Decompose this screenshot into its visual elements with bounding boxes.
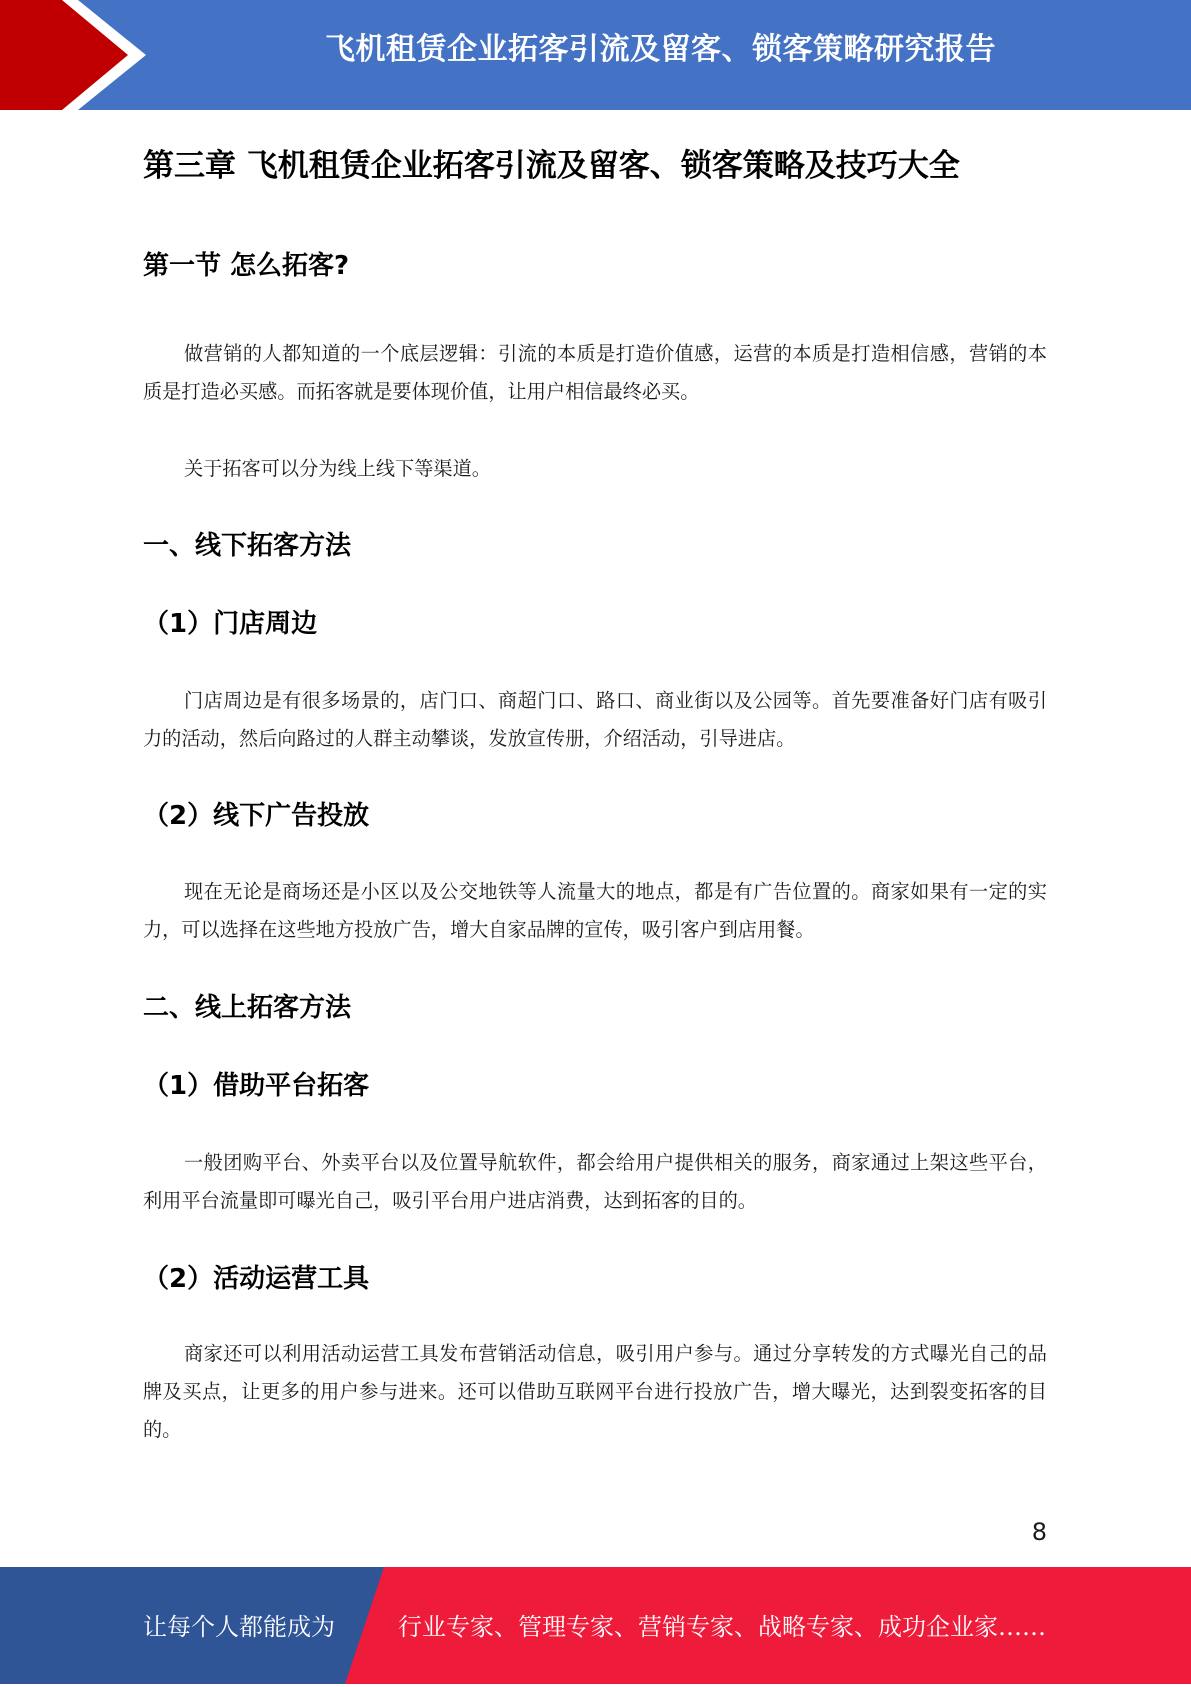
online-item-2-text: 商家还可以利用活动运营工具发布营销活动信息，吸引用户参与。通过分享转发的方式曝光自己的品牌及买点，让更多的用户参与进来。还可以借助互联网平台进行投放广告，增大曝光，达到裂变拓客的目的。	[143, 1342, 1047, 1441]
channels-paragraph: 关于拓客可以分为线上线下等渠道。	[184, 457, 491, 480]
online-item-2-title: （2）活动运营工具	[143, 1264, 370, 1294]
offline-item-2-title: （2）线下广告投放	[143, 801, 370, 831]
online-item-1-title: （1）借助平台拓客	[143, 1071, 370, 1101]
online-heading: 二、线上拓客方法	[143, 993, 352, 1023]
intro-paragraph: 做营销的人都知道的一个底层逻辑：引流的本质是打造价值感，运营的本质是打造相信感，营销的本质是打造必买感。而拓客就是要体现价值，让用户相信最终必买。	[143, 342, 1047, 403]
page-number: 8	[1031, 1518, 1047, 1546]
online-item-1-text: 一般团购平台、外卖平台以及位置导航软件，都会给用户提供相关的服务，商家通过上架这些平台，利用平台流量即可曝光自己，吸引平台用户进店消费，达到拓客的目的。	[143, 1151, 1047, 1212]
section-title: 第一节 怎么拓客?	[143, 251, 350, 281]
footer-slogan-right: 行业专家、管理专家、营销专家、战略专家、成功企业家……	[398, 1613, 1046, 1641]
offline-item-2-text: 现在无论是商场还是小区以及公交地铁等人流量大的地点，都是有广告位置的。商家如果有一定的实力，可以选择在这些地方投放广告，增大自家品牌的宣传，吸引客户到店用餐。	[143, 880, 1047, 941]
page-footer	[0, 1567, 1191, 1684]
offline-item-1-text: 门店周边是有很多场景的，店门口、商超门口、路口、商业街以及公园等。首先要准备好门店有吸引力的活动，然后向路过的人群主动攀谈，发放宣传册，介绍活动，引导进店。	[143, 689, 1047, 750]
page-header	[0, 0, 1191, 110]
offline-item-1-title: （1）门店周边	[143, 609, 318, 639]
report-title: 飞机租赁企业拓客引流及留客、锁客策略研究报告	[325, 32, 996, 67]
chapter-title: 第三章 飞机租赁企业拓客引流及留客、锁客策略及技巧大全	[143, 148, 960, 184]
offline-heading: 一、线下拓客方法	[143, 531, 352, 561]
footer-slogan-left: 让每个人都能成为	[143, 1613, 335, 1641]
